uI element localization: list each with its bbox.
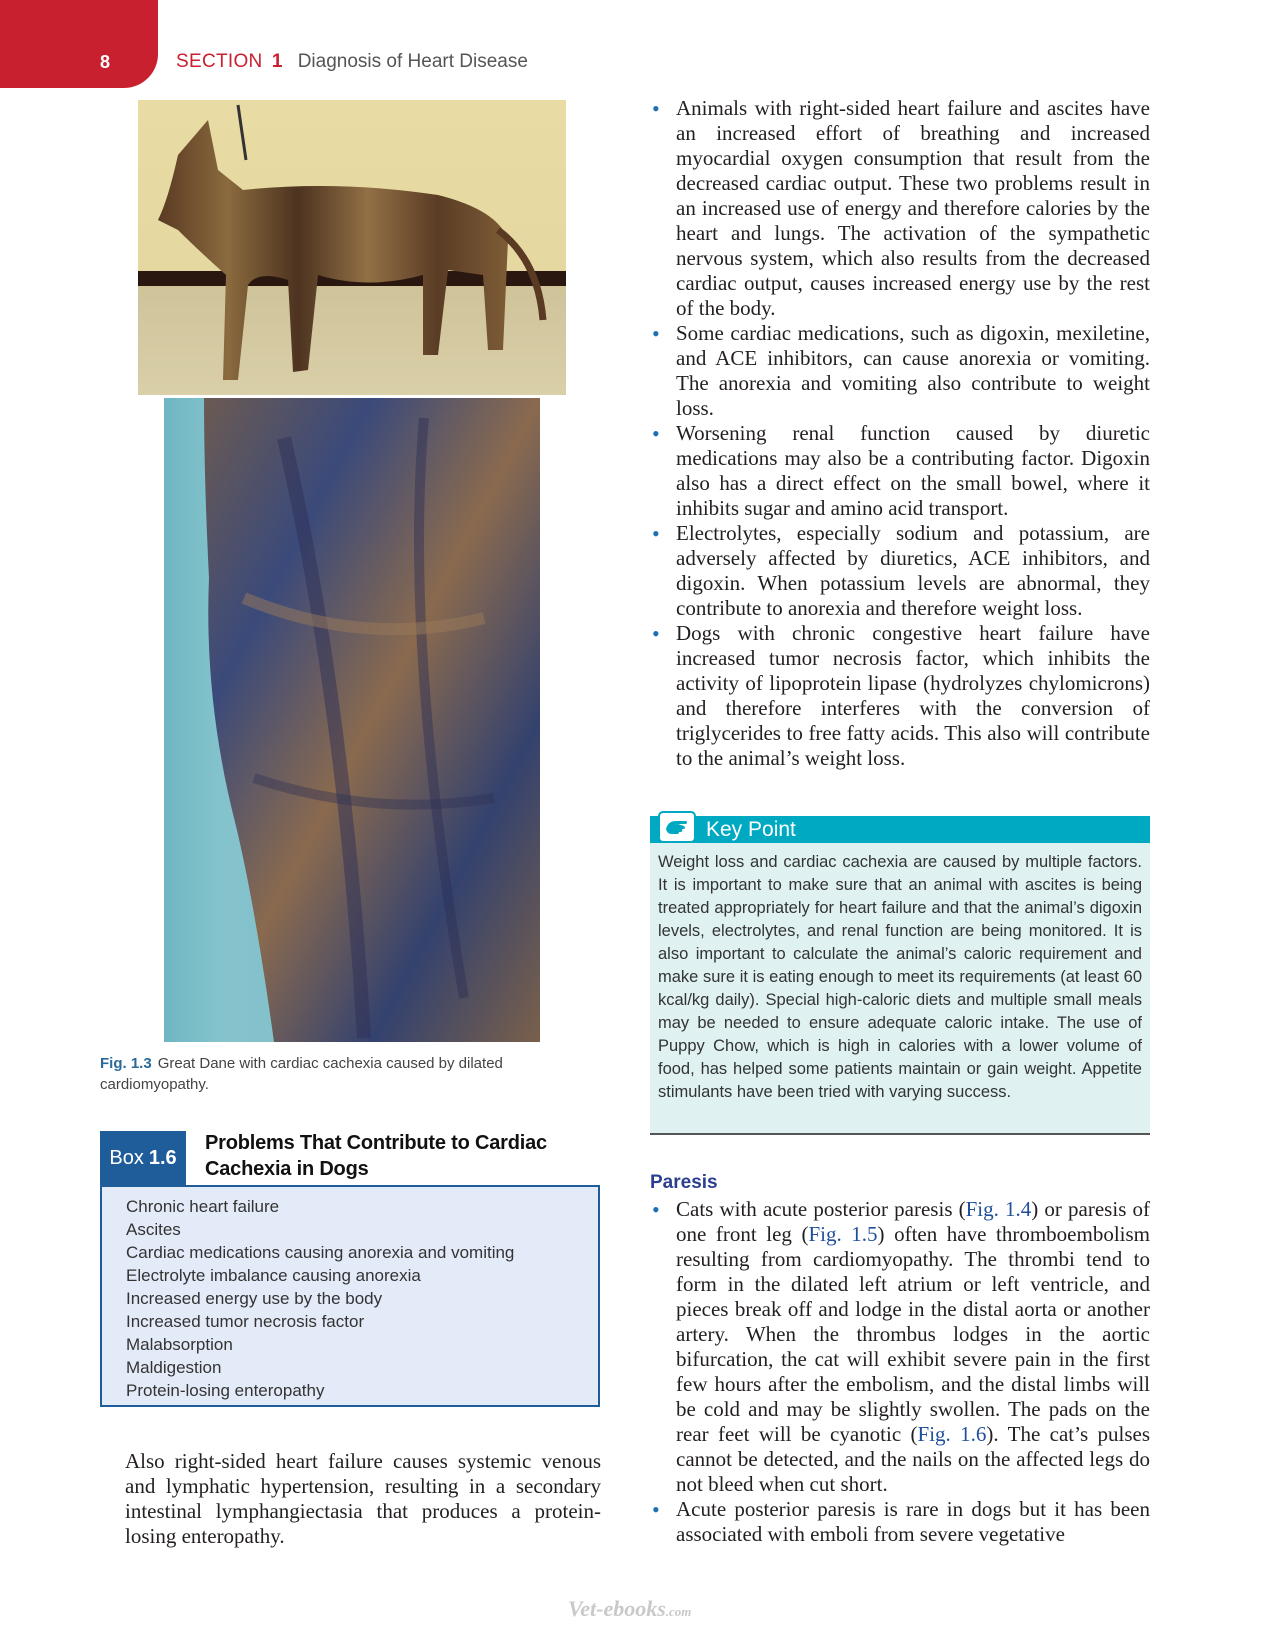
text-run: Cats with acute posterior paresis ( <box>676 1197 966 1221</box>
bullet-item: • Some cardiac medications, such as digoxin, mexiletine, and ACE inhibitors, can cause anorexia or vomiting. The anorexia and vomiting also contribute to weight loss. <box>650 321 1150 421</box>
box-number: 1.6 <box>148 1146 177 1169</box>
section-label: SECTION <box>176 51 263 72</box>
section-title: Diagnosis of Heart Disease <box>297 51 528 72</box>
box-list-item: Protein-losing enteropathy <box>126 1381 325 1400</box>
cachexia-causes-list <box>650 96 1150 771</box>
watermark-domain: .com <box>665 1604 692 1619</box>
watermark-logo <box>568 1596 691 1622</box>
dog-back-illustration <box>164 398 540 1042</box>
bullet-item: • Animals with right-sided heart failure and ascites have an increased effort of breathing and increased myocardial oxygen consumption that result from the decreased cardiac output. These two problems result in an increased use of energy and therefore calories by the heart and lungs. The activation of the sympathetic nervous system, which also results from the decreased cardiac output, causes increased energy use by the rest of the body. <box>650 96 1150 321</box>
box-label <box>100 1131 186 1185</box>
left-body-paragraph: Also right-sided heart failure causes systemic venous and lymphatic hypertension, resulting in a secondary intestinal lymphangiectasia that produces a protein-losing enteropathy. <box>125 1449 601 1548</box>
paresis-list <box>650 1197 1150 1547</box>
box-list-item: Ascites <box>126 1220 181 1239</box>
box-list-item: Malabsorption <box>126 1335 233 1354</box>
figure-caption-text: Great Dane with cardiac cachexia caused by dilated cardiomyopathy. <box>100 1055 503 1093</box>
paresis-heading: Paresis <box>650 1172 718 1193</box>
figure-caption <box>100 1053 560 1095</box>
box-list-item: Chronic heart failure <box>126 1197 280 1216</box>
box-list <box>100 1185 600 1407</box>
bullet-item: • Dogs with chronic congestive heart failure have increased tumor necrosis factor, which inhibits the activity of lipoprotein lipase (hydrolyzes chylomicrons) and therefore interferes with the conversion of triglycerides to free fatty acids. This also will contribute to the animal’s weight loss. <box>650 621 1150 771</box>
bullet-item: • Electrolytes, especially sodium and potassium, are adversely affected by diuretics, ACE inhibitors, and digoxin. When potassium levels are abnormal, they contribute to anorexia and therefore weight loss. <box>650 521 1150 621</box>
box-list-item: Increased energy use by the body <box>126 1289 383 1308</box>
box-list-item: Increased tumor necrosis factor <box>126 1312 365 1331</box>
text-run: ) or paresis of one front leg ( <box>676 1197 1150 1246</box>
section-number: 1 <box>271 51 283 72</box>
dog-back-photo <box>164 398 540 1042</box>
dog-standing-illustration <box>138 100 566 395</box>
dog-standing-photo <box>138 100 566 395</box>
figure-reference-link[interactable]: Fig. 1.6 <box>917 1422 987 1446</box>
running-header <box>176 51 528 73</box>
page-number-tab <box>0 0 158 88</box>
figure-reference-link[interactable]: Fig. 1.4 <box>965 1197 1032 1221</box>
bullet-item <box>650 1197 1150 1497</box>
text-run: ) often have thromboembolism resulting from cardiomyopathy. The thrombi tend to form in the dilated left atrium or left ventricle, and pieces break off and lodge in the distal aorta or another artery. When the thrombus lodges in the aortic bifurcation, the cat will exhibit severe pain in the first few hours after the embolism, and the distal limbs will be cold and may be slightly swollen. The pads on the rear feet will be cyanotic ( <box>676 1222 1150 1446</box>
key-point-title: Key Point <box>706 817 796 841</box>
figure-label: Fig. 1.3 <box>100 1055 152 1072</box>
bullet-item: • Acute posterior paresis is rare in dogs but it has been associated with emboli from severe vegetative <box>650 1497 1150 1547</box>
box-title: Problems That Contribute to Cardiac Cachexia in Dogs <box>205 1132 547 1180</box>
text-run: ). The cat’s pulses cannot be detected, and the nails on the affected legs do not bleed when cut short. <box>676 1422 1151 1496</box>
bullet-item: • Worsening renal function caused by diuretic medications may also be a contributing factor. Digoxin also has a direct effect on the small bowel, where it inhibits sugar and amino acid transport. <box>650 421 1150 521</box>
box-label-word: Box <box>109 1146 144 1169</box>
key-point-header <box>650 816 1150 843</box>
figure-reference-link[interactable]: Fig. 1.5 <box>808 1222 878 1246</box>
box-list-item: Cardiac medications causing anorexia and vomiting <box>126 1243 515 1262</box>
hand-pointing-icon <box>658 811 696 843</box>
page-number: 8 <box>100 52 111 72</box>
box-list-item: Maldigestion <box>126 1358 222 1377</box>
watermark-name: Vet-ebooks <box>568 1596 666 1621</box>
box-list-item: Electrolyte imbalance causing anorexia <box>126 1266 421 1285</box>
key-point-body: Weight loss and cardiac cachexia are caused by multiple factors. It is important to make sure that an animal with ascites is being treated appropriately for heart failure and that the animal’s digoxin levels, electrolytes, and renal function are being monitored. It is also important to calculate the animal’s caloric requirement and make sure it is eating enough to meet its requirements (at least 60 kcal/kg daily). Special high-caloric diets and multiple small meals may be needed to ensure adequate caloric intake. The use of Puppy Chow, which is high in calories with a lower volume of food, has helped some patients maintain or gain weight. Appetite stimulants have been tried with varying success. <box>650 843 1150 1135</box>
